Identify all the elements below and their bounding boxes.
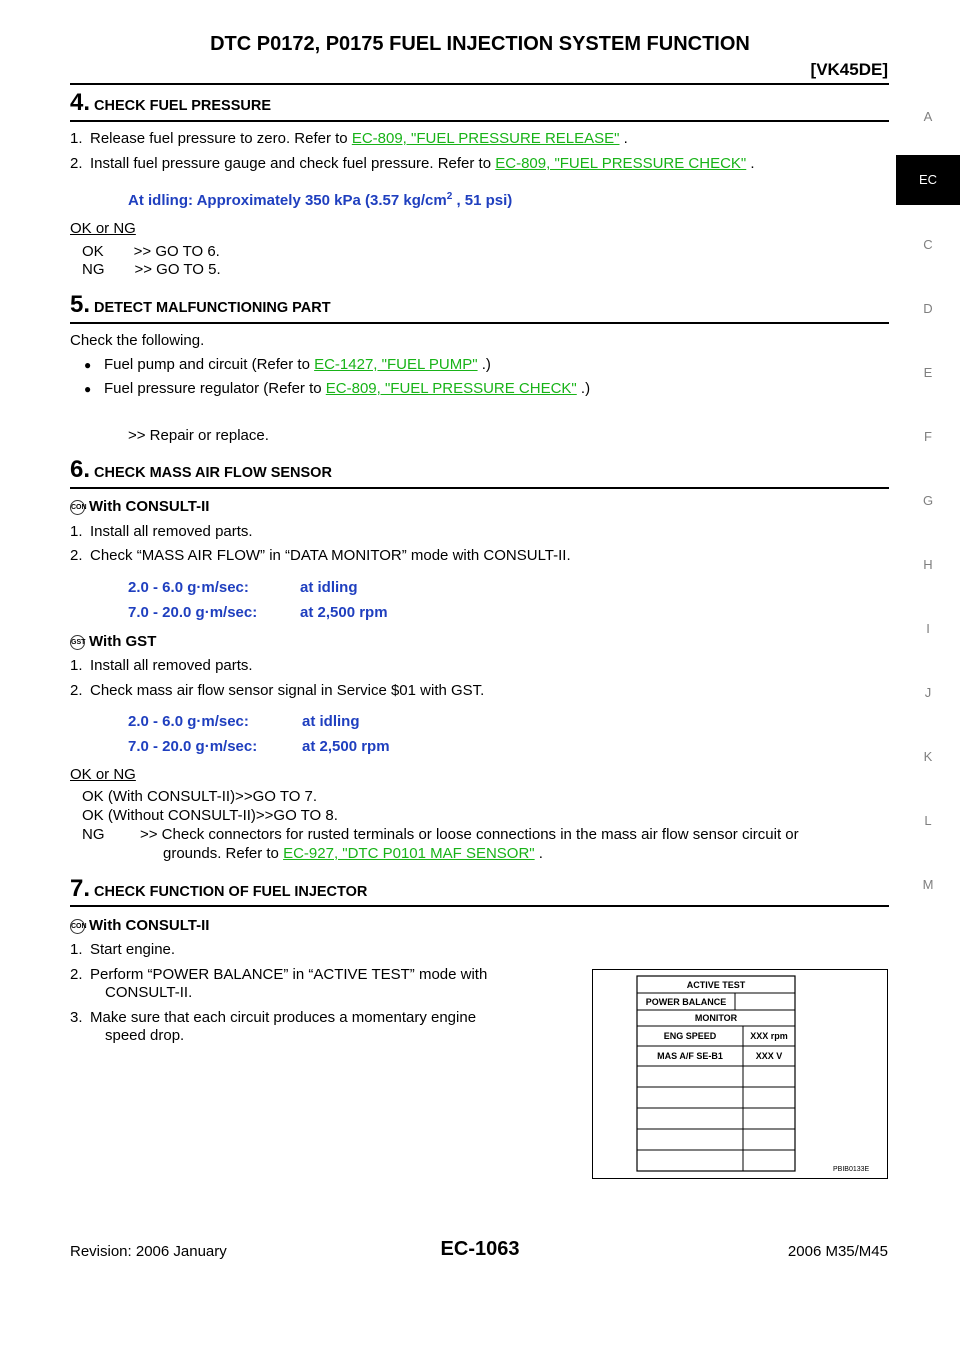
screen-row2-label: MAS A/F SE-B1 xyxy=(657,1051,723,1061)
step-number: 5. xyxy=(70,291,91,318)
text: .) xyxy=(477,356,491,373)
side-tab-k[interactable]: K xyxy=(923,749,933,764)
ng-label: NG xyxy=(82,826,105,843)
text: . xyxy=(619,130,628,147)
text: With CONSULT-II xyxy=(89,917,210,934)
screen-row1-label: ENG SPEED xyxy=(663,1031,717,1041)
section-rule xyxy=(70,905,889,907)
side-tab-e[interactable]: E xyxy=(923,365,933,380)
gst-spec-2500-cond: at 2,500 rpm xyxy=(302,738,390,755)
step-number: 6. xyxy=(70,456,91,483)
link-maf-sensor[interactable]: EC-927, "DTC P0101 MAF SENSOR" xyxy=(283,845,535,862)
text: With GST xyxy=(89,633,157,650)
step-title: CHECK FUEL PRESSURE xyxy=(94,98,271,114)
ok-or-ng-label: OK or NG xyxy=(70,766,136,783)
screen-title: ACTIVE TEST xyxy=(686,980,746,990)
text: At idling: Approximately 350 kPa (3.57 kg/cm xyxy=(128,192,447,209)
figure-code: PBIB0133E xyxy=(833,1166,870,1173)
ok-without-consult: OK (Without CONSULT-II)>>GO TO 8. xyxy=(82,807,338,824)
step5-action: >> Repair or replace. xyxy=(128,427,269,444)
with-gst-label xyxy=(70,633,156,651)
text: . xyxy=(746,155,755,172)
side-tab-i[interactable]: I xyxy=(926,621,930,636)
fuel-pressure-spec xyxy=(128,191,512,209)
step4-item1 xyxy=(70,130,628,148)
step5-bullet2 xyxy=(104,380,590,398)
bullet-icon: ● xyxy=(84,358,92,372)
step6-c2: 2. Check “MASS AIR FLOW” in “DATA MONITOR” mode with CONSULT-II. xyxy=(70,547,571,564)
header-rule xyxy=(70,83,889,85)
step6-g2: 2. Check mass air flow sensor signal in Service $01 with GST. xyxy=(70,682,485,699)
screen-monitor: MONITOR xyxy=(694,1013,738,1023)
step5-bullet1 xyxy=(104,356,491,374)
link-fuel-pressure-check[interactable]: EC-809, "FUEL PRESSURE CHECK" xyxy=(325,380,577,397)
text: 2. Install fuel pressure gauge and check fuel pressure. Refer to xyxy=(70,155,496,172)
consult-icon: CON xyxy=(70,919,85,934)
gst-icon: GST xyxy=(70,635,85,650)
section-rule xyxy=(70,487,889,489)
side-tab-a[interactable]: A xyxy=(923,109,933,124)
step6-g1: 1. Install all removed parts. xyxy=(70,657,253,674)
section-rule xyxy=(70,120,889,122)
step-title: CHECK FUNCTION OF FUEL INJECTOR xyxy=(94,884,368,900)
ok-result: OK >> GO TO 6. xyxy=(82,243,220,260)
side-tab-d[interactable]: D xyxy=(923,301,933,316)
side-tab-ec[interactable]: EC xyxy=(896,155,960,205)
step-number: 7. xyxy=(70,875,91,902)
link-fuel-pressure-check[interactable]: EC-809, "FUEL PRESSURE CHECK" xyxy=(495,155,747,172)
text: grounds. Refer to xyxy=(163,845,284,862)
text: With CONSULT-II xyxy=(89,498,210,515)
step-title: CHECK MASS AIR FLOW SENSOR xyxy=(94,465,332,481)
side-tab-l[interactable]: L xyxy=(924,813,932,828)
step4-item2 xyxy=(70,155,755,173)
step4-heading xyxy=(70,89,271,117)
gst-spec-idle: 2.0 - 6.0 g·m/sec: xyxy=(128,713,249,730)
consult-icon: CON xyxy=(70,500,85,515)
side-tab-j[interactable]: J xyxy=(924,685,932,700)
ok-or-ng-label: OK or NG xyxy=(70,220,136,237)
maf-spec-2500-cond: at 2,500 rpm xyxy=(300,604,388,621)
gst-spec-2500: 7.0 - 20.0 g·m/sec: xyxy=(128,738,258,755)
step6-heading xyxy=(70,456,332,484)
text: , 51 psi) xyxy=(452,192,513,209)
ng-result-cont xyxy=(163,845,543,863)
step5-intro: Check the following. xyxy=(70,332,205,349)
text: Fuel pump and circuit (Refer to xyxy=(104,356,315,373)
side-tab-g[interactable]: G xyxy=(922,493,934,508)
step-number: 4. xyxy=(70,89,91,116)
ng-result: >> Check connectors for rusted terminals or loose connections in the mass air flow sensor circuit or xyxy=(140,826,799,843)
maf-spec-idle: 2.0 - 6.0 g·m/sec: xyxy=(128,579,249,596)
maf-spec-2500: 7.0 - 20.0 g·m/sec: xyxy=(128,604,258,621)
gst-spec-idle-cond: at idling xyxy=(302,713,360,730)
ng-result: NG >> GO TO 5. xyxy=(82,261,221,278)
step6-c1: 1. Install all removed parts. xyxy=(70,523,253,540)
screen-row2-value: XXX V xyxy=(755,1051,783,1061)
step7-s1: 1. Start engine. xyxy=(70,941,176,958)
step5-heading xyxy=(70,291,331,319)
page-title: DTC P0172, P0175 FUEL INJECTION SYSTEM FUNCTION xyxy=(210,33,750,55)
footer-revision: Revision: 2006 January xyxy=(70,1243,227,1260)
superscript: 2 xyxy=(446,191,453,202)
section-rule xyxy=(70,322,889,324)
bullet-icon: ● xyxy=(84,382,92,396)
step7-s3a: 3. Make sure that each circuit produces a momentary engine xyxy=(70,1009,477,1026)
link-fuel-pressure-release[interactable]: EC-809, "FUEL PRESSURE RELEASE" xyxy=(351,130,620,147)
with-consult-label xyxy=(70,917,209,935)
screen-row1-value: XXX rpm xyxy=(750,1031,788,1041)
step7-heading xyxy=(70,875,367,903)
ok-with-consult: OK (With CONSULT-II)>>GO TO 7. xyxy=(82,788,318,805)
screen-item: POWER BALANCE xyxy=(645,997,727,1007)
with-consult-label xyxy=(70,498,209,516)
step-title: DETECT MALFUNCTIONING PART xyxy=(94,300,331,316)
side-tab-m[interactable]: M xyxy=(922,877,934,892)
text: .) xyxy=(576,380,591,397)
side-tab-c[interactable]: C xyxy=(923,237,933,252)
text: Fuel pressure regulator (Refer to xyxy=(104,380,326,397)
engine-code: [VK45DE] xyxy=(810,60,888,79)
side-tab-f[interactable]: F xyxy=(924,429,932,444)
link-fuel-pump[interactable]: EC-1427, "FUEL PUMP" xyxy=(314,356,478,373)
footer-page-number: EC-1063 xyxy=(440,1238,520,1260)
text: . xyxy=(534,845,543,862)
step7-s2a: 2. Perform “POWER BALANCE” in “ACTIVE TEST” mode with xyxy=(70,966,488,983)
step7-s2b: CONSULT-II. xyxy=(105,984,193,1001)
consult-screen-figure xyxy=(592,969,888,1179)
step7-s3b: speed drop. xyxy=(105,1027,185,1044)
maf-spec-idle-cond: at idling xyxy=(300,579,358,596)
footer-model: 2006 M35/M45 xyxy=(787,1243,888,1260)
text: 1. Release fuel pressure to zero. Refer to xyxy=(70,130,352,147)
side-tab-h[interactable]: H xyxy=(923,557,933,572)
